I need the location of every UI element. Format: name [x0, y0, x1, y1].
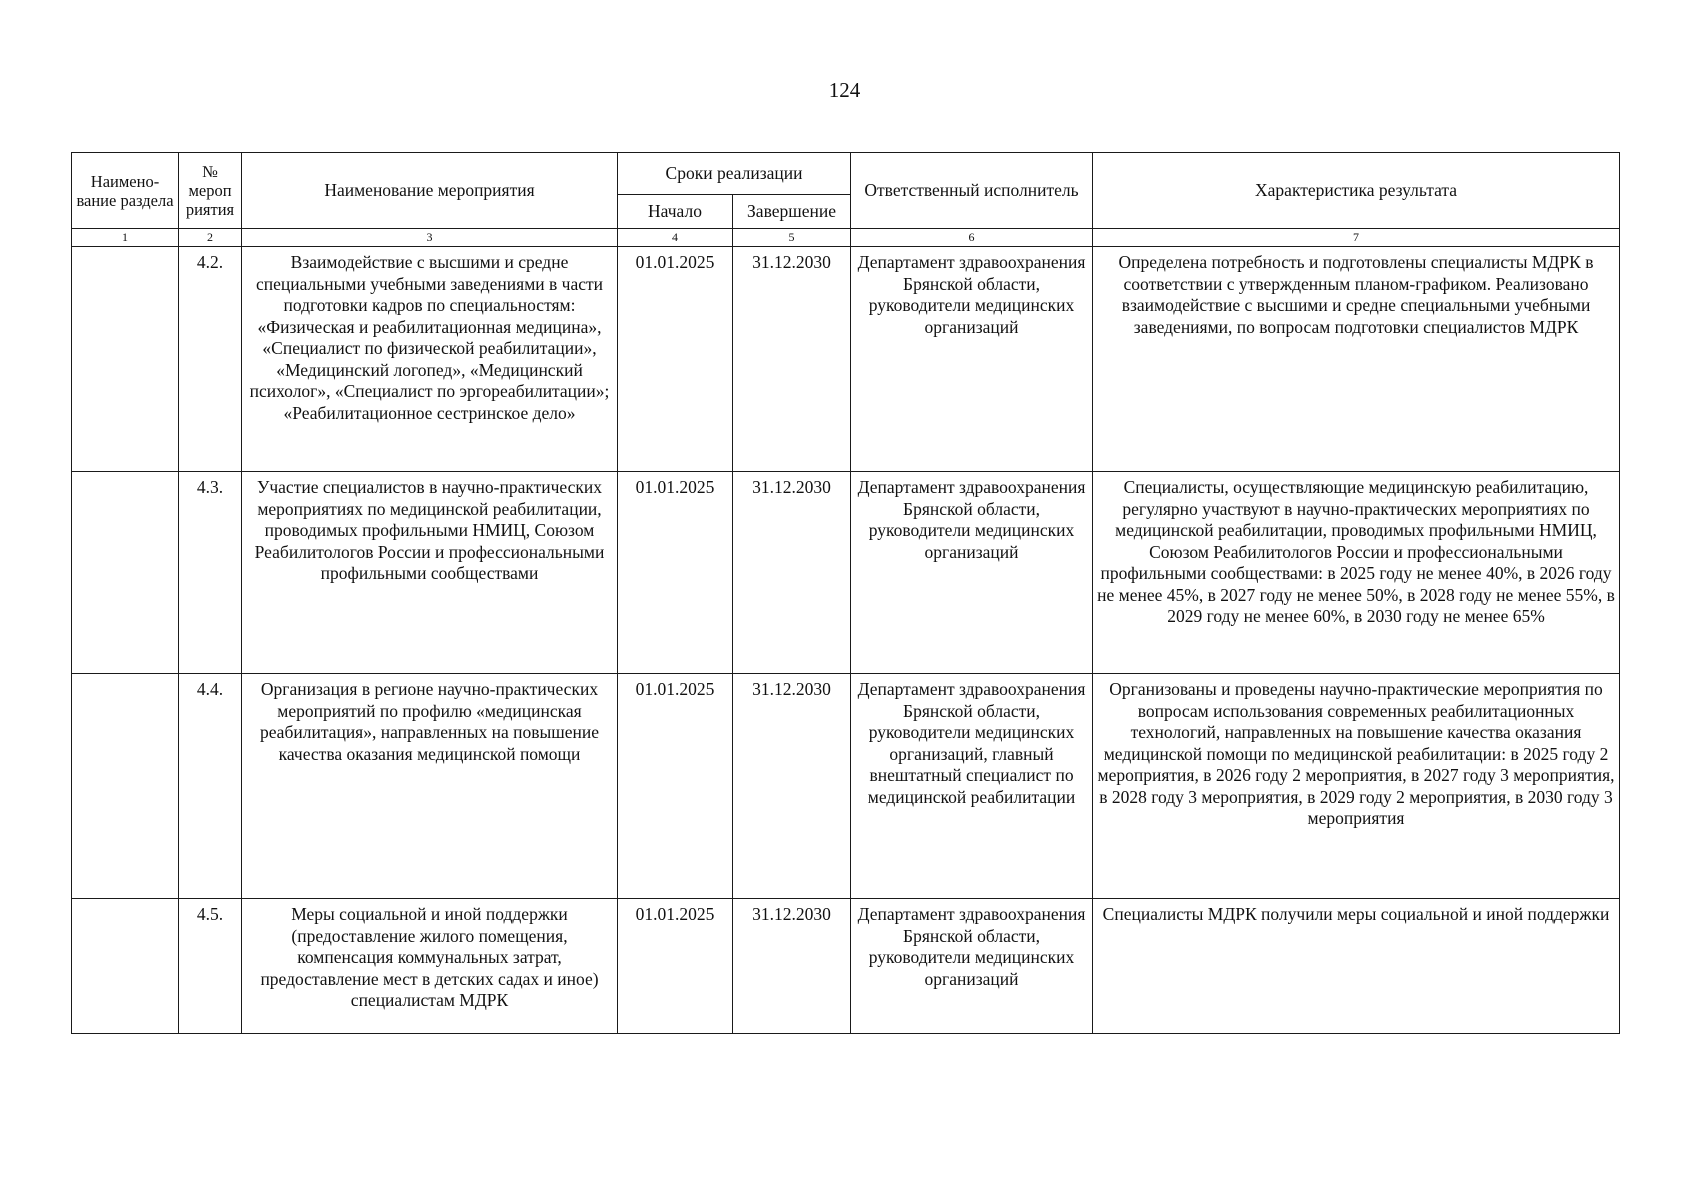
section-cell: [72, 247, 179, 472]
header-result: Характеристика результата: [1093, 153, 1620, 229]
column-number-row: [72, 229, 1620, 247]
column-number: 7: [1093, 229, 1620, 247]
column-number: 5: [733, 229, 851, 247]
end-date: 31.12.2030: [733, 899, 851, 1034]
responsible-executor: Департамент здравоохранения Брянской области, руководители медицинских организаций: [851, 472, 1093, 674]
activity-number: 4.4.: [179, 674, 242, 899]
table-row: [72, 472, 1620, 674]
activity-name: Взаимодействие с высшими и средне специальными учебными заведениями в части подготовки кадров по специальностям: «Физическая и реабилитационная медицина», «Специалист по физической реабилитации», «Медицинский логопед», «Медицинский психолог», «Специалист по эргореабилитации»; «Реабилитационное сестринское дело»: [242, 247, 618, 472]
activity-name: Меры социальной и иной поддержки (предоставление жилого помещения, компенсация коммунальных затрат, предоставление мест в детских садах и иное) специалистам МДРК: [242, 899, 618, 1034]
start-date: 01.01.2025: [618, 899, 733, 1034]
table-row: [72, 899, 1620, 1034]
result-description: Специалисты МДРК получили меры социальной и иной поддержки: [1093, 899, 1620, 1034]
header-activity-name: Наименование мероприятия: [242, 153, 618, 229]
responsible-executor: Департамент здравоохранения Брянской области, руководители медицинских организаций: [851, 247, 1093, 472]
column-number: 2: [179, 229, 242, 247]
section-cell: [72, 674, 179, 899]
activity-number: 4.5.: [179, 899, 242, 1034]
table-row: [72, 674, 1620, 899]
end-date: 31.12.2030: [733, 674, 851, 899]
header-activity-number: № мероп риятия: [179, 153, 242, 229]
header-start: Начало: [618, 195, 733, 229]
page-number: 124: [828, 78, 861, 102]
column-number: 6: [851, 229, 1093, 247]
column-number: 1: [72, 229, 179, 247]
section-cell: [72, 899, 179, 1034]
header-implementation-terms: Сроки реализации: [618, 153, 851, 195]
header-end: Завершение: [733, 195, 851, 229]
activity-name: Организация в регионе научно-практических мероприятий по профилю «медицинская реабилитация», направленных на повышение качества оказания медицинской помощи: [242, 674, 618, 899]
start-date: 01.01.2025: [618, 472, 733, 674]
result-description: Специалисты, осуществляющие медицинскую реабилитацию, регулярно участвуют в научно-практических мероприятиях по медицинской реабилитации, проводимых профильными НМИЦ, Союзом Реабилитологов России и профессиональными профильными сообществами: в 2025 году не менее 40%, в 2026 году не менее 45%, в 2027 году не менее 50%, в 2028 году не менее 55%, в 2029 году не менее 60%, в 2030 году не менее 65%: [1093, 472, 1620, 674]
header-section-name: Наимено-вание раздела: [72, 153, 179, 229]
end-date: 31.12.2030: [733, 472, 851, 674]
activity-name: Участие специалистов в научно-практических мероприятиях по медицинской реабилитации, проводимых профильными НМИЦ, Союзом Реабилитологов России и профессиональными профильными сообществами: [242, 472, 618, 674]
result-description: Определена потребность и подготовлены специалисты МДРК в соответствии с утвержденным планом-графиком. Реализовано взаимодействие с высшими и средне специальными учебными заведениями, по вопросам подготовки специалистов МДРК: [1093, 247, 1620, 472]
column-number: 4: [618, 229, 733, 247]
responsible-executor: Департамент здравоохранения Брянской области, руководители медицинских организаций: [851, 899, 1093, 1034]
responsible-executor: Департамент здравоохранения Брянской области, руководители медицинских организаций, главный внештатный специалист по медицинской реабилитации: [851, 674, 1093, 899]
activity-number: 4.2.: [179, 247, 242, 472]
start-date: 01.01.2025: [618, 247, 733, 472]
section-cell: [72, 472, 179, 674]
end-date: 31.12.2030: [733, 247, 851, 472]
activities-table: [71, 152, 1620, 1034]
header-responsible: Ответственный исполнитель: [851, 153, 1093, 229]
column-number: 3: [242, 229, 618, 247]
table-row: [72, 247, 1620, 472]
start-date: 01.01.2025: [618, 674, 733, 899]
activity-number: 4.3.: [179, 472, 242, 674]
result-description: Организованы и проведены научно-практические мероприятия по вопросам использования современных реабилитационных технологий, направленных на повышение качества оказания медицинской помощи по медицинской реабилитации: в 2025 году 2 мероприятия, в 2026 году 2 мероприятия, в 2027 году 3 мероприятия, в 2028 году 3 мероприятия, в 2029 году 2 мероприятия, в 2030 году 3 мероприятия: [1093, 674, 1620, 899]
